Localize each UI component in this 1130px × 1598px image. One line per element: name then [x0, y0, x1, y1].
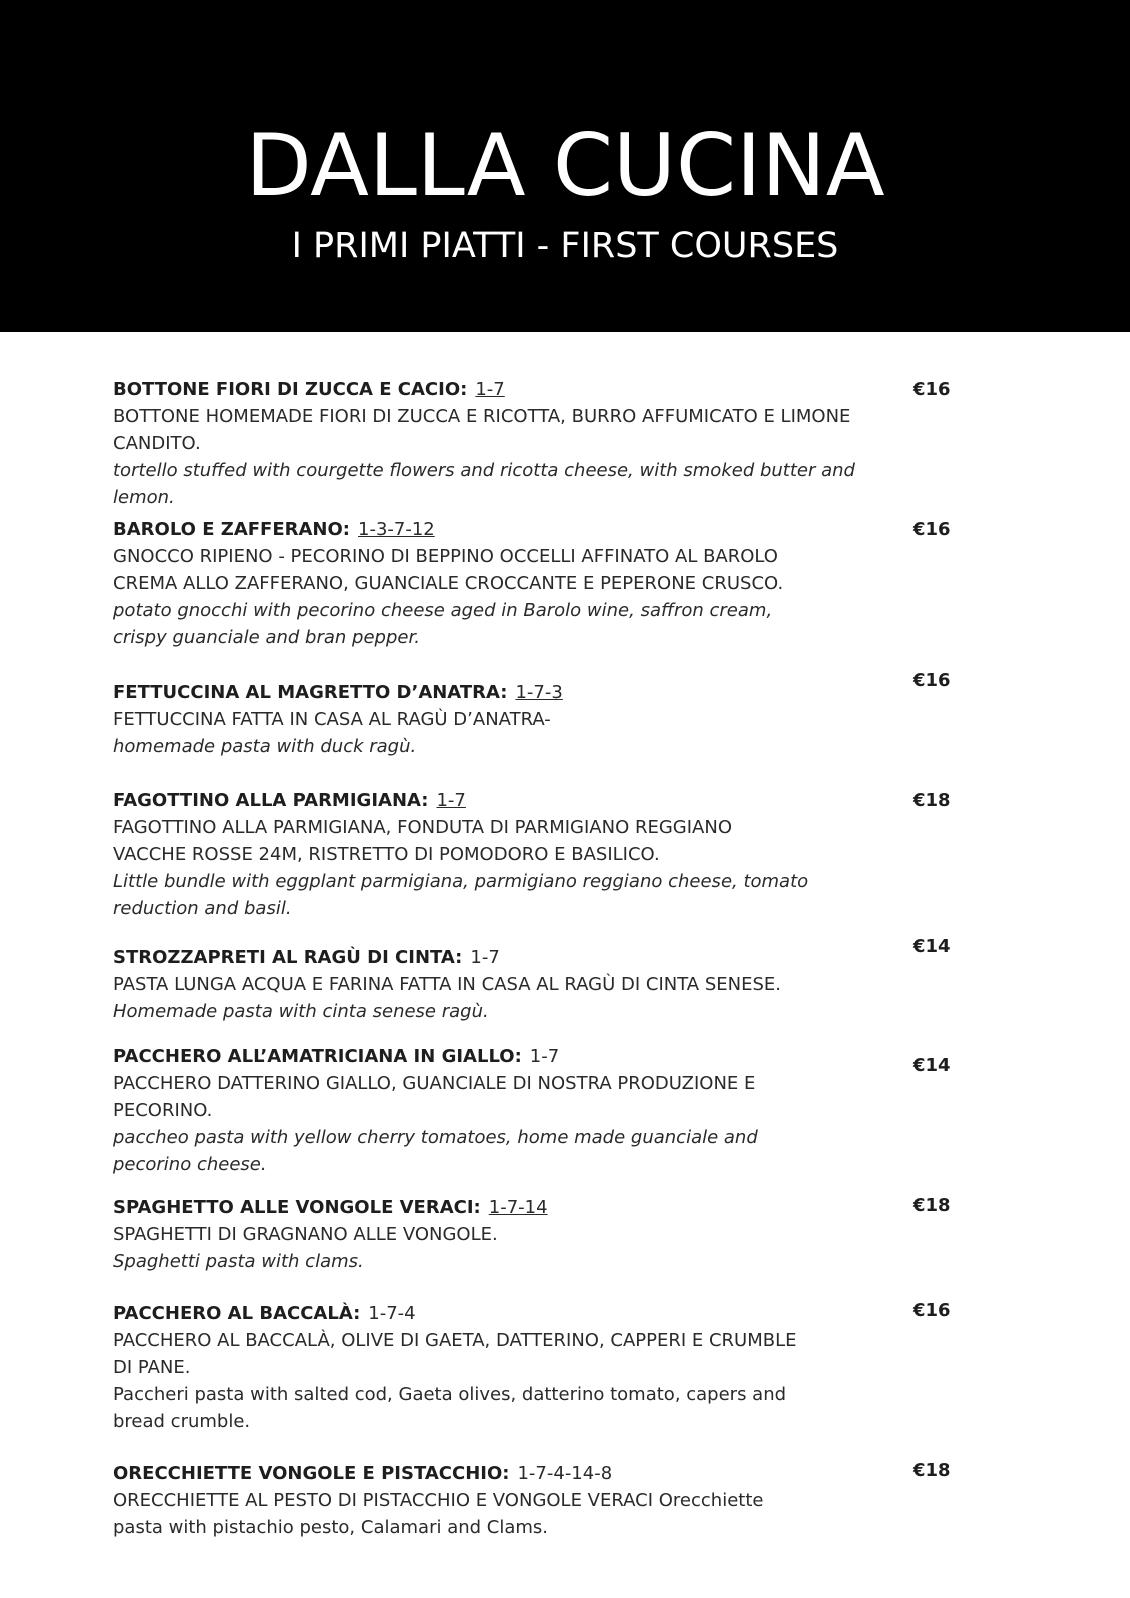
- translation-line: homemade pasta with duck ragù.: [113, 736, 417, 757]
- dish-name: ORECCHIETTE VONGOLE E PISTACCHIO:: [113, 1463, 510, 1484]
- translation-line: reduction and basil.: [113, 898, 292, 919]
- allergen-codes: 1-3-7-12: [358, 519, 435, 540]
- description-line: FETTUCCINA FATTA IN CASA AL RAGÙ D’ANATRA-: [113, 709, 551, 730]
- description-line: DI PANE.: [113, 1357, 191, 1378]
- menu-item: [113, 516, 973, 651]
- description-line: ORECCHIETTE AL PESTO DI PISTACCHIO E VONGOLE VERACI Orecchiette: [113, 1490, 764, 1511]
- translation-line: Homemade pasta with cinta senese ragù.: [113, 1001, 489, 1022]
- description-line: pasta with pistachio pesto, Calamari and Clams.: [113, 1517, 549, 1538]
- translation-line: paccheo pasta with yellow cherry tomatoes, home made guanciale and: [113, 1127, 758, 1148]
- description-line: CANDITO.: [113, 433, 201, 454]
- menu-header: [0, 0, 1130, 332]
- dish-price: €16: [913, 1300, 951, 1321]
- translation-line: potato gnocchi with pecorino cheese aged in Barolo wine, saffron cream,: [113, 600, 773, 621]
- menu-item: [113, 787, 973, 922]
- dish-price: €18: [913, 1195, 951, 1216]
- allergen-codes: 1-7: [436, 790, 466, 811]
- translation-line: lemon.: [113, 487, 175, 508]
- translation-line: crispy guanciale and bran pepper.: [113, 627, 420, 648]
- menu-item: [113, 944, 973, 1025]
- description-line: BOTTONE HOMEMADE FIORI DI ZUCCA E RICOTTA, BURRO AFFUMICATO E LIMONE: [113, 406, 851, 427]
- page-subtitle: I PRIMI PIATTI - FIRST COURSES: [291, 226, 839, 266]
- translation-line: tortello stuffed with courgette flowers and ricotta cheese, with smoked butter and: [113, 460, 855, 481]
- description-line: GNOCCO RIPIENO - PECORINO DI BEPPINO OCCELLI AFFINATO AL BAROLO: [113, 546, 778, 567]
- dish-name: PACCHERO ALL’AMATRICIANA IN GIALLO:: [113, 1046, 522, 1067]
- allergen-codes: 1-7-4: [368, 1303, 416, 1324]
- dish-price: €18: [913, 1460, 951, 1481]
- translation-line: pecorino cheese.: [113, 1154, 267, 1175]
- dish-name: STROZZAPRETI AL RAGÙ DI CINTA:: [113, 947, 463, 968]
- menu-item: [113, 1300, 973, 1435]
- description-line: PACCHERO DATTERINO GIALLO, GUANCIALE DI NOSTRA PRODUZIONE E: [113, 1073, 756, 1094]
- description-line: SPAGHETTI DI GRAGNANO ALLE VONGOLE.: [113, 1224, 498, 1245]
- translation-line: Paccheri pasta with salted cod, Gaeta olives, datterino tomato, capers and: [113, 1384, 787, 1405]
- description-line: VACCHE ROSSE 24M, RISTRETTO DI POMODORO E BASILICO.: [113, 844, 660, 865]
- page-title: DALLA CUCINA: [245, 116, 885, 216]
- dish-price: €16: [913, 379, 951, 400]
- dish-price: €16: [913, 519, 951, 540]
- menu-item: [113, 1043, 973, 1178]
- menu-item: [113, 1194, 973, 1275]
- allergen-codes: 1-7-4-14-8: [517, 1463, 613, 1484]
- translation-line: Spaghetti pasta with clams.: [113, 1251, 364, 1272]
- dish-name: BAROLO E ZAFFERANO:: [113, 519, 350, 540]
- description-line: PASTA LUNGA ACQUA E FARINA FATTA IN CASA AL RAGÙ DI CINTA SENESE.: [113, 974, 782, 995]
- menu-item: [113, 376, 973, 511]
- description-line: CREMA ALLO ZAFFERANO, GUANCIALE CROCCANTE E PEPERONE CRUSCO.: [113, 573, 784, 594]
- translation-line: Little bundle with eggplant parmigiana, parmigiano reggiano cheese, tomato: [113, 871, 809, 892]
- allergen-codes: 1-7-3: [515, 682, 563, 703]
- description-line: PECORINO.: [113, 1100, 213, 1121]
- allergen-codes: 1-7-14: [488, 1197, 548, 1218]
- dish-name: SPAGHETTO ALLE VONGOLE VERACI:: [113, 1197, 481, 1218]
- dish-price: €18: [913, 790, 951, 811]
- allergen-codes: 1-7: [529, 1046, 560, 1067]
- dish-price: €14: [913, 936, 951, 957]
- menu-item: [113, 1460, 973, 1541]
- allergen-codes: 1-7: [475, 379, 505, 400]
- description-line: PACCHERO AL BACCALÀ, OLIVE DI GAETA, DATTERINO, CAPPERI E CRUMBLE: [113, 1330, 797, 1351]
- translation-line: bread crumble.: [113, 1411, 251, 1432]
- allergen-codes: 1-7: [470, 947, 500, 968]
- dish-name: BOTTONE FIORI DI ZUCCA E CACIO:: [113, 379, 468, 400]
- dish-price: €16: [913, 670, 951, 691]
- dish-name: FETTUCCINA AL MAGRETTO D’ANATRA:: [113, 682, 508, 703]
- dish-name: PACCHERO AL BACCALÀ:: [113, 1303, 361, 1324]
- menu-item: [113, 679, 973, 760]
- dish-price: €14: [913, 1055, 951, 1076]
- dish-name: FAGOTTINO ALLA PARMIGIANA:: [113, 790, 429, 811]
- description-line: FAGOTTINO ALLA PARMIGIANA, FONDUTA DI PARMIGIANO REGGIANO: [113, 817, 732, 838]
